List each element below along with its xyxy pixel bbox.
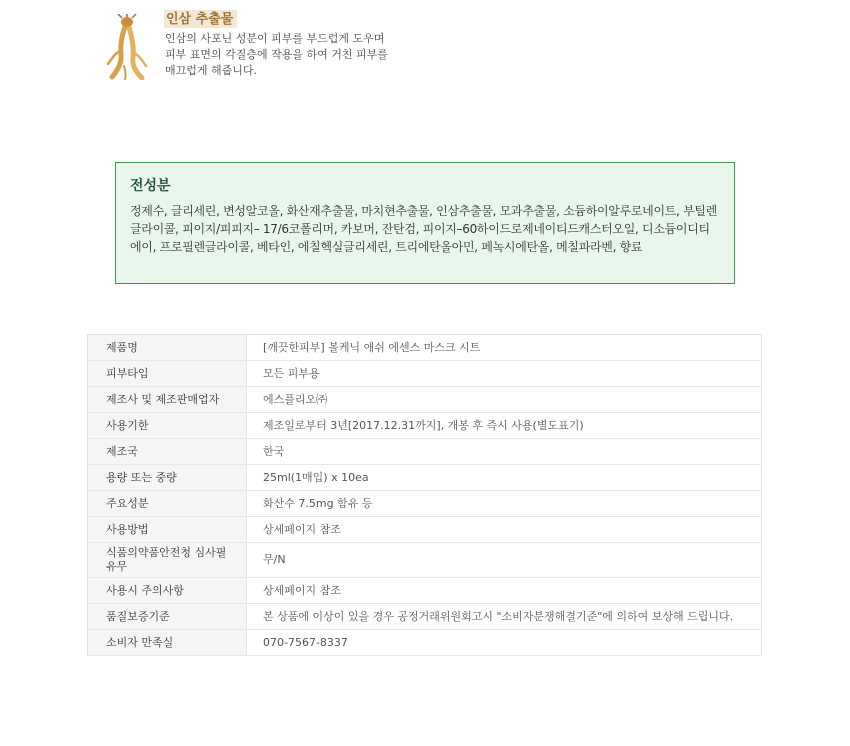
- table-row: [88, 491, 762, 517]
- full-ingredients-text: 정제수, 글리세린, 변성알코올, 화산재추출물, 마치현추출물, 인삼추출물, 모과추출물, 소듐하이알루로네이트, 부틸렌글라이콜, 피이지/피피지– 17/6코폴리머, 카보머, 잔탄검, 피이지–60하이드로제네이티드캐스터오일, 디소듐이디티에이, 프로필렌글라이콜, 베타인, 에칠헥실글리세린, 트리에탄올아민, 페녹시에탄올, 메칠파라벤, 향료: [130, 204, 717, 254]
- row-label: 사용방법: [88, 517, 247, 543]
- row-label: 식품의약품안전청 심사필 유무: [88, 543, 247, 578]
- row-label: 용량 또는 중량: [88, 465, 247, 491]
- row-label: 품질보증기준: [88, 604, 247, 630]
- table-row: [88, 630, 762, 656]
- table-row: [88, 335, 762, 361]
- row-label: 소비자 만족실: [88, 630, 247, 656]
- row-label: 제조사 및 제조판매업자: [88, 387, 247, 413]
- table-row: [88, 465, 762, 491]
- ginseng-root-icon: [104, 14, 150, 80]
- table-row: [88, 517, 762, 543]
- row-value: 070-7567-8337: [247, 630, 762, 656]
- row-value: 상세페이지 참조: [247, 578, 762, 604]
- row-value: 에스플리오㈜: [247, 387, 762, 413]
- table-row: [88, 604, 762, 630]
- ginseng-extract-description: 인삼의 사포닌 성분이 피부를 부드럽게 도우며 피부 표면의 각질층에 작용을 하여 거친 피부를 매끄럽게 해줍니다.: [165, 32, 388, 77]
- table-row: [88, 361, 762, 387]
- row-value: 무/N: [247, 543, 762, 578]
- row-label: 사용시 주의사항: [88, 578, 247, 604]
- row-label: 제조국: [88, 439, 247, 465]
- row-value: 본 상품에 이상이 있을 경우 공정거래위원회고시 "소비자분쟁해결기준"에 의하여 보상해 드립니다.: [247, 604, 762, 630]
- full-ingredients-title: 전성분: [130, 178, 171, 194]
- ginseng-extract-title: 인삼 추출물: [164, 10, 237, 28]
- row-value: 25ml(1매입) x 10ea: [247, 465, 762, 491]
- row-value: 제조일로부터 3년[2017.12.31까지], 개봉 후 즉시 사용(별도표기): [247, 413, 762, 439]
- table-row: [88, 413, 762, 439]
- product-info-table: [87, 334, 762, 656]
- table-row: [88, 578, 762, 604]
- row-label: 제품명: [88, 335, 247, 361]
- row-value: 모든 피부용: [247, 361, 762, 387]
- row-label: 사용기한: [88, 413, 247, 439]
- table-row: [88, 387, 762, 413]
- full-ingredients-box: [115, 162, 735, 284]
- row-value: 상세페이지 참조: [247, 517, 762, 543]
- table-row: [88, 439, 762, 465]
- ginseng-extract-section: [104, 8, 404, 84]
- row-label: 주요성분: [88, 491, 247, 517]
- row-value: 화산수 7.5mg 함유 등: [247, 491, 762, 517]
- row-value: [깨끗한피부] 볼케닉 애쉬 에센스 마스크 시트: [247, 335, 762, 361]
- row-value: 한국: [247, 439, 762, 465]
- table-row: [88, 543, 762, 578]
- row-label: 피부타입: [88, 361, 247, 387]
